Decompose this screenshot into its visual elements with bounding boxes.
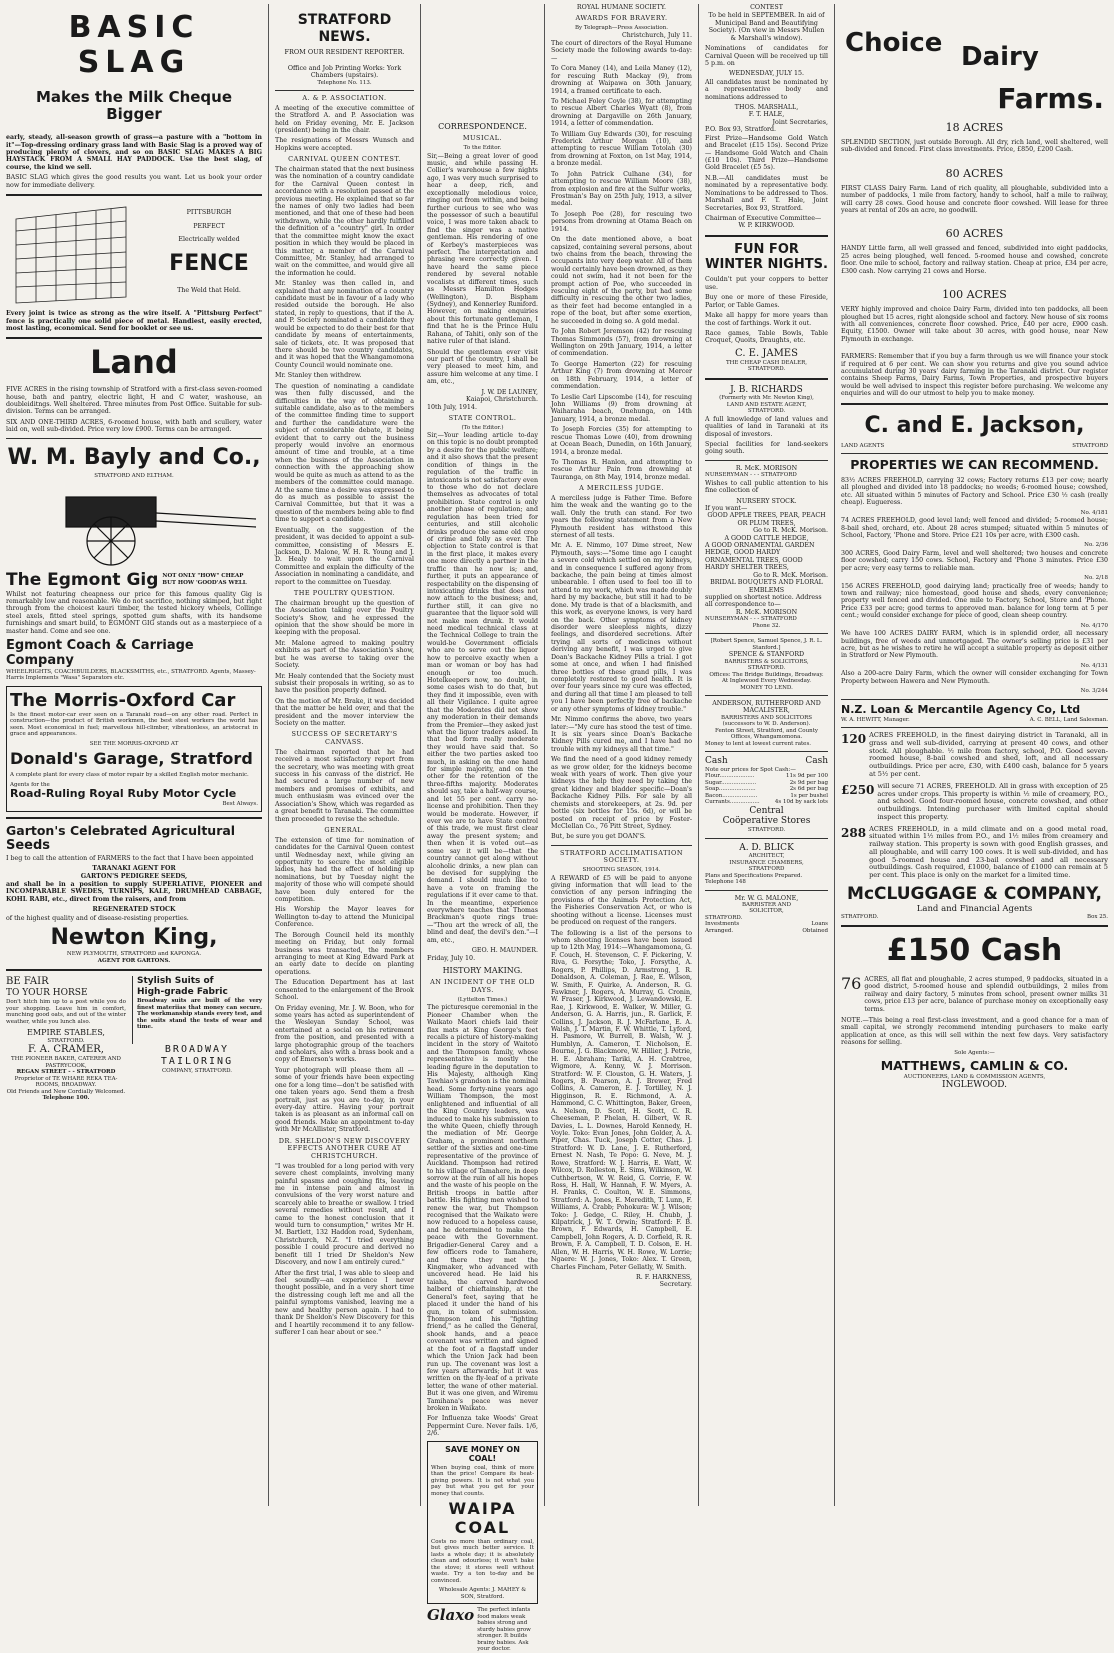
basic-slag-subtitle: Makes the Milk Cheque Bigger [35,87,233,124]
humane-p7: On the date mentioned above, a boat capsized, containing several persons, about two chains from the beach, throwing the occupants into very deep water. All of them would certainly have been drowned, as they could not swim, had it not been for the prompt action of Poe, who succeeded in rescuing eight of the party, but had some difficulty in rescuing the other two ladies, as their feet had become entangled in a rope of the boat, but after some exertion, he succeeded in doing so. A gold medal. [551,236,693,325]
column-1 [0,0,268,1510]
malone-name: Mr. W. G. MALONE, [734,894,799,902]
musical-to: To the Editor. [463,145,502,152]
history-heading: HISTORY MAKING. [442,966,523,976]
malone-l2: SOLICITOR, [749,908,784,915]
morison-hedge: A GOOD CATTLE HEDGE, [724,534,809,542]
cash-item-name: Currants................. [705,799,760,806]
waipa-coal-ad [427,1441,538,1604]
james-p4: Race games, Table Bowls, Table Croquet, Quoits, Draughts, etc. [705,330,828,345]
mcc-listing-text: will secure 71 ACRES, FREEHOLD. All in grass with exception of 25 acres under crops. This property is within ½ mile of creamery, P.O., and school. Good four-roomed house, concrete cowshed, and other outbuildings. Intending purchaser with limited capital should inspect this property. [877,781,1108,821]
gig-title: The Egmont Gig [6,569,159,590]
gig-slogan1: NOT ONLY "HOW" CHEAP [162,573,244,580]
dairy-h80: 80 ACRES [945,166,1004,180]
waipa-agent: Wholesale Agents: J. MAHEY & SON, Stratford. [438,1587,527,1600]
james-p3: Make all happy for more years than the cost of farthings. Work it out. [705,312,828,327]
richards-body: A full knowledge of land values and qualities of land in Taranaki at its disposal of investors. [705,415,828,438]
judge-p2: Mr. A. E. Nimmo, 107 Dime street, New Plymouth, says:—"Some time ago I caught a severe cold which settled on my kidneys, and in consequence I suffered agony from backache, the pain being at times almost unbearable. I often used to feel too ill to attend to my work, which was made doubly hard by my backache, but still it had to be done. My trade is that of a blacksmith, and this work, as everyone knows, is very hard on the back. Other symptoms of kidney disorder were sleepless nights, dizzy feelings, and disordered secretions. After trying all sorts of medicines without deriving any benefit, I was urged to give Doan's Backache Kidney Pills a trial. I got some at once, and when I had finished three bottles of these grand pills, I was completely restored to good health. It is over four years since my cure was effected, and during all that time I am pleased to tell you I have been perfectly free of backache or any other symptoms of kidney trouble." [551,542,692,713]
morison-trade2: NURSERYMAN - - - STRATFORD [705,616,797,623]
dairy-p80: FIRST CLASS Dairy Farm. Land of rich quality, all ploughable, subdivided into a number of paddocks, 1 mile from factory, handy to school, half a mile to railway, will carry 28 cows. Good house and concrete floor cowshed. Will lease for three years at rental of 20s an acre, no goodwill. [841,184,1108,215]
morris-title: The Morris-Oxford Car [10,689,236,711]
dairy-h60: 60 ACRES [945,227,1004,241]
empire-stables: EMPIRE STABLES, [27,1028,105,1038]
spence-sub: BARRISTERS & SOLICITORS, [724,658,809,665]
sheldon-p2: After the first trial, I was able to sleep and feel soundly—an experience I never thought possible, and in a very short time the distressing cough left me and all the painful symptoms vanished, leaving me a new and healthy person again. I had to thank Dr Sheldon's New Discovery for this and I heartily recommend it to any fellow-sufferer I can hear about or see." [275,1269,414,1336]
cash-item-price: 11s 9d per 100 [786,773,828,780]
humane-p10: To Leslie Carl Lipscombe (14), for rescuing John Williams (9) from drowning at Waiharaha beach, Onehunga, on 14th January, 1914, a bronze medal. [551,393,692,423]
tailoring-body: Broadway suits are built of the very finest materiias that money can secure. The workmanship stands every test, and the suits stand the tests of wear and time. [137,998,262,1031]
matthews-sub: AUCTIONEERS, LAND & COMMISSION AGENTS, [903,1073,1046,1080]
property-item: 74 ACRES FREEHOLD, good level land; well fenced and divided; 5-roomed house; 8-bail shed, orchard, etc. About 28 acres stumped; situated within 5 minutes of School, Factory, 'Phone and Store. Price £21 10s per acre, with £300 cash. [841,517,1108,539]
cash150-title: £150 Cash [886,933,1063,969]
dairy-farmers: FARMERS: Remember that if you buy a farm through us we will finance your stock if required at 6 per cent. We can show you returns and give you sound advice accumulated during 30 years' dairy farming in the Taranaki district. Our register contains Sheep Farms, Dairy Farms, Town Properties, and prospective buyers would be well advised to inspect this register before purchasing. We welcome any enquiries and will do our utmost to help you to make money. [841,353,1108,398]
contest-title: CONTEST [750,4,783,11]
sheldon-p1: "I was troubled for a long period with very severe chest complaints, involving many painful spasms and coughing fits, leaving me in intense pain and almost in convulsions of the very worst nature and scarcely able to breathe or swallow. I tried several remedies without result, and I came to the honest conclusion that it would turn to consumption," writes Mr H. M. Bartlett, 132 Haddon road, Sydenham, Christchurch, N.Z. "I tried everything possible I could procure and derived no benefit till I tried Dr Sheldon's New Discovery, and now I am entirely cured." [275,1162,414,1267]
canvass-heading: SUCCESS OF SECRETARY'S CANVASS. [291,730,398,747]
morison-p1: Wishes to call public attention to his fine collection of [705,479,828,495]
gartons-title: Garton's Celebrated Agricultural [6,822,236,838]
contest-p2: Nominations of candidates for Carnival Queen will be received up till 5 p.m. on [705,45,828,67]
column-6 [835,0,1114,1510]
mcc-listing-number: £250 [841,782,875,797]
waipa-body: Costs no more than ordinary coal, but gives much better service. It lasts a whole day; it is absolutely clean and odourless; it won't bake the stove; it stores well without waste. Try a ton to-day and be convinced. [431,1538,534,1584]
mcc-town: STRATFORD. [841,913,879,920]
morison-nursery: NURSERY STOCK. [736,497,797,505]
morison-goto2: Go to R. McK. Morison. [753,571,828,579]
garage-body: A complete plant for every class of motor repair by a skilled English motor mechanic. [10,772,249,779]
gig-body: Whilst not featuring cheapness our price for this famous quality Gig is remarkably low and reasonable. We do not sacrifice, nothing skimped, but right through from the choicest kauri timber, the tested hickory wheels, Collinge steel axels, fitted steel springs, spotted gum shafts, with its handsome furnishings and smart build, to EGMONT GIG stands out as a masterpiece of a master hand. Come and see one. [6,590,262,635]
general-p3: The Borough Council held its monthly meeting on Friday, but only formal business was transacted, the members arranging to meet at King Edward Park at an early date to decide on planting operations. [275,931,414,976]
jackson-r: STRATFORD [1072,442,1108,449]
james-town: STRATFORD. [747,366,786,373]
humane-p4: To William Guy Edwards (30), for rescuing Frederick Arthur Morgan (10), and attempting to rescue William Totolah (30) from drowning at Foxton, on 1st May, 1914, a bronze medal. [551,130,692,168]
spence-money: MONEY TO LEND. [740,684,793,691]
aandp-heading: A. & P. ASSOCIATION. [302,94,387,103]
morison-trade: NURSERYMAN - - - STRATFORD [705,472,797,479]
fence-illustration [6,201,156,309]
fence-line2: PERFECT [193,222,225,230]
anderson-addr: Fenton Street, Stratford, and County Offices, Whangamomona. [714,727,819,741]
column-4 [545,0,698,1510]
morison-want: If you want— [705,504,748,512]
mcc-title: McCLUGGAGE & COMPANY, [847,883,1102,904]
spence-town: STRATFORD. [747,665,786,672]
carnival-p5: Eventually, on the suggestion of the president, it was decided to appoint a sub-committee, consisting of Messrs E. Jackson, D. Malone, W. H. R. Young and J. D. Healy to wait upon the Carnival Committee and explain the difficulty of the Association in nominating a candidate, and report to the committee on Tuesday. [275,526,414,586]
garage-title: Donald's Garage, Stratford [10,749,253,769]
dairy-t1: Choice [845,28,943,58]
anderson-money: Money to lent at lowest current rates. [705,740,812,747]
judge-p1: A merciless judge is Father Time. Before him the weak and the wanting go to the wall. Only the truth can stand. For two years the following statement from a New Plymouth resident has withstood this sternest of all tests. [551,494,692,539]
cash-item-name: Soap..................... [705,786,756,793]
morison-bridal2: supplied on shortest notice. Address all correspondence to— [705,594,822,609]
cramer-l2: REGAN STREET - - STRATFORD [16,1069,116,1076]
props-title: PROPERTIES WE CAN RECOMMEND. [850,457,1099,473]
general-p4: The Education Department has at last consented to the enlargement of the Brook School. [275,979,414,1002]
nzloan-title: N.Z. Loan & Mercantile Agency Co, Ltd [841,702,1081,716]
malone-loans2: Obtained [802,927,828,934]
poultry-p3: Mr. Healy contended that the Society must subsist their proposals in writing, so as to have the position properly defined. [275,672,414,695]
morison-trees: GOOD APPLE TREES, PEAR, PEACH OR PLUM TREES, [707,512,826,527]
james-p1: Couldn't put your coppers to better use. [705,276,828,291]
horse-town: STRATFORD. [47,1037,85,1044]
humane-p2: To Cora Maney (14), and Leila Maney (12), for rescuing Ruth Mackay (9), from drowning at Waipawa on 30th January, 1914, a framed certificate to each. [551,65,692,95]
humane-tel: By Telegraph—Press Association. [575,25,668,32]
newton-king: Newton King, [50,925,218,951]
james-sub: THE CHEAP CASH DEALER, [725,359,808,366]
glaxo-logo: Glaxo [427,1606,475,1625]
gartons-agent: TARANAKI AGENT FOR [92,865,176,873]
land-title: Land [90,343,178,382]
broadway-co: COMPANY, STRATFORD. [161,1067,233,1074]
james-name: C. E. JAMES [735,347,798,359]
property-item: 156 ACRES FREEHOLD, good dairying land; practically free of weeds; handy to town and railway; nice homestead, good house and sheds, every convenience; property well fenced and divided. One mile to Factory, School, Store and 'Phone. Price £33 per acre; good terms to approved man. balance for long term at 5 per cent.; would consider exchange for piece of good, clean sheep country. [841,582,1108,620]
accl-heading: STRATFORD ACCLIMATISATION SOCIETY. [560,848,683,865]
general-p6: Your photograph will please them all —some of your friends have been expecting one for a long time—don't be satisfied with one taken years ago. Send them a fresh portrait, just as you are to-day, in your every-day attire. Having your portrait taken is as pleasant as an informal call on good friends. Make an appointment to-day with Mr McAllister, Stratford. [275,1066,414,1134]
property-ref: No. 2/36 [1084,542,1108,549]
property-ref: No. 4/181 [1080,509,1108,516]
state-heading: STATE CONTROL. [448,413,517,422]
blick-l1: ARCHITECT, [748,853,785,860]
general-p5: On Friday evening, Mr. J. W. Boon, who for some years has acted as superintendent of the Wesleyan Sunday School, was entertained at a social on his retirement from the position, and presented with a large photographic group of the teachers and scholars, also with a brass book and a copy of Emerson's works. [275,1004,414,1064]
cash-item-price: 4s 10d by sack lots [774,799,828,806]
poultry-heading: THE POULTRY QUESTION. [293,589,396,598]
malone-l1: BARRISTER AND [741,902,791,908]
spence-head: [Robert Spence, Samuel Spence, J. R. L. Stanford.] [710,638,823,651]
column-3 [421,0,544,1653]
spence-name: SPENCE & STANFORD [728,651,805,659]
morris-see: SEE THE MORRIS-OXFORD AT [89,740,179,747]
aandp-p2: The resignations of Messrs Wunsch and Hopkins were accepted. [275,137,414,152]
poultry-p1: The chairman brought up the question of the Association taking over the Poultry Society's Show, and he expressed the opinion that the show should be more in keeping with the proposal. [275,599,414,637]
humane-p3: To Michael Foley Coyle (38), for attempting to rescue Albert Charles Wyatt (8), from drowning at Dargaville on 26th January, 1914, a letter of commendation. [551,97,692,128]
humane-p11: To Joseph Forcies (35) for attempting to rescue Thomas Lowe (40), from drowning at Ocean Beach, Dunedin, on 16th January, 1914, a bronze medal. [551,426,692,456]
state-to: (To the Editor.) [461,424,504,431]
accl-sig2: Secretary. [659,1281,692,1289]
contest-sec3: Joint Secretaries, [772,118,828,126]
cash150-note: NOTE.—This being a real first-class investment, and a good chance for a man of small capital, we strongly recommend intending purchasers to make early application at once, as this will sell within the next few days. Very satisfactory reasons for selling. [841,1016,1108,1047]
richards-town: STRATFORD. [747,408,786,415]
humane-date: Christchurch, July 11. [621,31,692,39]
morris-body: Is the finest motor-car ever seen on a Taranaki road—on any other road. Perfect in construction—the product of British workmen, the best steel workers the world has seen. Most economical in fuel; marvellous hill-climber, vibrationless, an aristocrat in grace and appearances. [10,711,258,738]
mccluggage-list [841,732,1108,880]
cash-right: Cash [805,756,828,767]
cramer-name: F. A. CRAMER, [28,1044,104,1056]
morris-agents: Agents for the [10,781,50,788]
morison-name: R. McK. MORISON [735,464,798,472]
coal-body: When buying coal, think of more than the price! Compare its heat-giving powers. It is not what you pay but what you get for your money that counts. [431,1464,534,1497]
fence-ad [6,201,262,309]
anderson-succ: (successors to W. D. Anderson). [722,721,811,728]
mcc-listing-number: 120 [841,732,867,747]
cash-intro: Note our prices for Spot Cash:— [705,766,796,773]
broadway-name2: TAILORING [160,1056,234,1068]
column-5 [699,0,834,1510]
horse-title1: BE FAIR [6,976,49,988]
cash-item-price: 1s per bushel [790,792,828,799]
property-ref: No. 4/131 [1080,662,1108,669]
basic-slag-para1: early, steady, all-season growth of grass—a pasture with a "bottom in it"—Top-dressing ordinary grass land with Basic Slag is a proved way of producing plenty of clovers, and so on BASIC SLAG MAKES A BIG HAYSTACK FROM A SMALL HAY PADDOCK. Use the best slag, of course, the kind we sell. [6,134,262,171]
malone-inv: Investments [705,921,740,928]
poultry-p4: On the motion of Mr. Brake, it was decided that the matter be held over, and that the president and the mover interview the Society on the matter. [275,697,414,728]
morris-box [6,686,262,812]
gartons-p2: and shall be in a position to supply SUPERLATIVE, PIONEER and INCOMPARABLE SWEDES, TURNIPS, KALE, DRUMHEAD CABBAGE, KOHL RABI, etc., direct from the raisers, and from [6,881,262,903]
news-office: Office and Job Printing Works: York Chambers (upstairs). [287,64,402,80]
morison-name2: R. McK. MORISON [735,608,798,616]
column-2 [269,0,420,1510]
fence-line1: PITTSBURGH [186,209,232,217]
fence-line3: Electrically welded [178,235,240,243]
musical-date: 10th July, 1914. [427,403,477,411]
fence-tagline: The Weld that Held. [177,287,241,295]
judge-p3: Mr. Nimmo confirms the above, two years later:—"My cure has stood the test of time. It is six years since Doan's Backache Kidney Pills cured me, and I have had no trouble with my kidneys all that time." [551,716,692,753]
accl-p1: A REWARD of £5 will be paid to anyone giving information that will lead to the conviction of any person infringing the provisions of the Animals Protection Act, the Fisheries Conservation Act, or who is shooting without a license. Licenses must be produced on request of the rangers. [551,874,692,927]
state-date: Friday, July 10. [427,954,476,962]
horse-title2: TO YOUR HORSE [6,987,88,998]
shooting-heading: SHOOTING SEASON, 1914. [582,867,661,874]
humane-p9: To George Hamerton (22) for rescuing Arthur King (7) from drowning at Mercer on 18th February, 1914, a letter of commendation. [551,360,692,391]
property-item: 83½ ACRES FREEHOLD, carrying 32 cows; Factory returns £13 per cow; nearly all ploughed and divided into 18 paddocks; no weeds; 6-roomed house; cowshed, etc. All situated within 5 minutes of Factory and School. Price £30 ½ cash (really cheap). Eugueress. [841,476,1108,507]
musical-sig: J. W. DE LAUNEY, [481,388,538,396]
james-p2: Buy one or more of these Fireside, Parlor, or Table Games. [705,294,828,309]
waipa-title: WAIPA COAL [448,1499,517,1537]
influenza: For Influenza take Woods' Great Peppermint Cure. Never fails. 1/6, 2/6. [427,1415,538,1438]
jackson-title: C. and E. Jackson, [864,412,1085,438]
central-store: Central [749,805,784,816]
mcc-listing [841,783,1108,822]
cash-item-name: Flour.................... [705,773,755,780]
humane-p1: The court of directors of the Royal Humane Society made the following awards to-day:— [551,39,692,62]
news-tel: Telephone No. 113. [317,79,372,86]
dairy-t2: Dairy [961,42,1039,72]
carnival-p1: The chairman stated that the next business was the nomination of a country candidate for the Carnival Queen contest in accordance with a resolution passed at the previous meeting. He explained that so far the names of only two ladies had been mentioned, and that one of these had been withdrawn, while the other hardly fulfilled the definition of a "country" girl. In order that the committee might know the exact position in which they would be placed in this matter, a member of the Carnival Committee, Mr. Stanley, had arranged to wait on the committee, and would give all the information he could. [275,165,414,277]
matthews-town: INGLEWOOD. [942,1080,1007,1091]
morison-hedge2: A GOOD ORNAMENTAL GARDEN HEDGE, GOOD HARDY ORNAMENTAL TREES, GOOD HARDY SHELTER TREES, [705,542,815,572]
incident-src: (Lyttelton Times.) [457,996,508,1003]
mcc-listing-text: ACRES FREEHOLD, in a mild climate and on a good metal road, situated within 1½ miles from P.O., and 1½ miles from creamery and railway station. This property is sown with good English grasses, and all ploughable, and will carry 100 cows. It is well sub-divided, and has good 5-roomed house and 23-bail cowshed and all necessary outbuildings. Cash required, £1000, balance of £1000 can remain at 5 per cent. This place is only on the market for a limited time. [869,824,1108,880]
canvass-p: The chairman reported that he had received a most satisfactory report from the secretary, who was meeting with great success in his canvass of the district. He had secured a large number of new members and promises of exhibits, and much enthusiasm was evinced over the Association's Show, which was regarded as a great benefit to Taranaki. The committee then proceeded to revise the schedule. [275,748,414,823]
tailoring-t1: Stylish Suits of [137,976,214,987]
musical-loc: Kaiapoi, Christchurch. [466,396,538,404]
malone-loans: Loans [811,921,828,928]
general-heading: GENERAL. [324,826,365,834]
cash-left: Cash [705,756,728,767]
incident-p: The picturesque ceremonial in the Pioneer Chamber when the Waikato Maori chiefs laid their flax mats at King George's feet recalls a picture of history-making incident in the story of Waitoto and the Thompson family, whose representative is mostly the leading figure in the deputation to His Majesty, although King Tawhiao's grandson is the nominal head. Some forty-nine years ago William Thompson, the most enlightened and influential of all the King Country leaders, was induced to make his submission to the white Queen, chiefly through the mediation of Mr. George Graham, a prominent northern settler of the sixties and one-time representative of the province of Auckland. Thompson had retired to his village of Tamahere, in deep sorrow at the ruin of all his hopes and the waste of his people on the British troops in battle after battle. His fighting men wished to renew the war, but Thompson recognised that the Waikato were now reduced to a hopeless cause, and he determined to make the peace with the Government. Brigadier-General Carey and a few officers rode to Tamahere, and there they met the Kingmaker, who advanced with uncovered head. He laid his taiaha, the carved hardwood halberd of chieftainship, at the General's feet, saying that he placed it under the hand of his gun, in token of submission. Thompson and his "fighting friend," as he called the General, shook hands, and a peace covenant was written and signed at the foot of a flagstaff under which the Union Jack had been run up. The covenant was lost a few years afterwards; but it was written on the fly-leaf of a private letter, the wane of other material. But it was one given, and Wiremu Tamihana's peace was never broken in Waikato. [427,1004,538,1413]
morison-phone: Phone 32. [752,622,781,629]
cash-item-name: Bacon.................... [705,792,758,799]
gartons-regen: REGENERATED STOCK [92,906,176,914]
blick-tel: Telephone 148 [705,879,746,886]
accl-p2: The following is a list of the persons to whom shooting licenses have been issued up to 12th May, 1914:—Whangamomona, G. F. Couch, H. Stevenson, C. F. Pickering, V. Riva, G. Forsythe; Toko, J. Forsythe, A. Rogers, P. Phillips, D. Armstrong, J. R. Donaldson, A. Coleman, J. Rae, E. Wilson, W. Smith, F. Quirke, A. Anderson, R. G. Fawkner, J. Rogers, A. Murray, G. Cronin, W. Fraser, J. Kirkwood, J. Lewandowski, E. Rae, J. Kirkwood, E. Walker, W. Miller, G. Anderson, G. A. Harris, jun., R. Garlick, F. Collins, J. Jackson, R. J. McFarlane, E. A. Walsh, J. T. Martin, F. W. Whittle, T. Lyford, H. Pasmore, W. Burrell, B. Walsh, W. J. Humblyn, A. Cameron, T. Nicholson, E. Bourne, J. G. Blackmore, W. Hillier, J. Petrie, H. E. Abraham; Tariki, A. H. Crabtree, Wigmore, A. Kenny, W. J. Morrison. Stratford: W. F. Clouston, G. H. Waters, J. Rogers, B. Pearson, A. J. Brewer, Fred Collins, A. Cameron, E. J. Tortilley, N. J. Higginson, R. E. Richmond, A. A. Hammond, C. C. Whittington, Baker, Green, A. Nelson, D. Scott, H. Scott, C. R. Cheeseman, P. Phelan, H. Gilbert, W. R. Davies, L. L. Downes, Harold Kennedy, H. Voyle. Toko: Evan Jones, John Golder, A. A. Piper, Chas. Tuck, Joseph Cotter, Chas. J. Stratford: W. D. Lane, J. E. Rutherford, Ernest N. Nash, Te Popo: G. Neve, M. J. Rowe, Stratford: W. J. Harris, E. Watt, W. Wilcox, D. Rolleston, E. Sims, Wilkinson, W. Cuthbertson, W. W. Reid, G. Corrie, F. W. Ross, H. Hall, W. Hannah, F. W. Myers, A. H. Franks, C. Coulton, W. E. Simmons, Stratford: A. Jones, E. Meredith, T. Lunn, F. Williams, A. Crabb; Pohokura: W. J. Wilson; Toko: J. Gedge, C. Riley, H. Chubb, J. Kilpatrick, J. W. T. Orwin; Stratford: F. B. Brown, F. Edwards, H. Campbell, E. Campbell, John Rogers, A. D. Corfield, R. R. Brown, F. A. Campbell, T. D. Colson, E. H. Allen, W. H. Harris, W. H. Rowe, W. Lorrie; Ngaere: W. J. Jones, Toko: Alex. T. Green, Charles Fincham, Peter Gellatly, W. Smith. [551,929,692,1271]
cash-town: STRATFORD. [747,827,786,834]
humane-p5: To John Patrick Culhane (34), for attempting to rescue William Moore (38), from explosion and fire at the Sulfur works, Frostman's Bay on 25th July, 1913, a silver medal. [551,170,692,208]
contest-p4: All candidates must be nominated by a representative body and nominations addressed to [705,78,828,101]
incident-heading: AN INCIDENT OF THE OLD DAYS. [430,978,535,995]
central-store2: Coöperative Stores [722,816,811,827]
cramer-tel: Telephone 100. [42,1095,90,1102]
news-sub: FROM OUR RESIDENT REPORTER. [284,48,405,57]
basic-slag-title: BASIC SLAG [68,10,200,81]
richards-sub: (Formerly with Mr. Newton King), [719,395,814,402]
poultry-p2: Mr. Malone agreed to making poultry exhibits as part of the Association's show, but he was averse to taking over the Society. [275,639,414,670]
tailoring-t2: High-grade Fabric [137,986,228,997]
dairy-p60: HANDY Little farm, all well grassed and fenced, subdivided into eight paddocks, 25 acres being ploughed, well fenced. 5-roomed house and cowshed, concrete floor. One mile to school, factory and railway station. Cheap at price, £34 per acre, £300 cash. Now carrying 21 cows and Horse. [841,245,1108,275]
contest-p1: To be held in SEPTEMBER. In aid of Municipal Band and Beautifying Society). (On view in Messrs Mullen & Marshall's window). [708,12,825,42]
newton-towns: NEW PLYMOUTH, STRATFORD and KAPONGA. [66,951,202,958]
blick-name: A. D. BLICK [739,842,794,853]
contest-nb: N.B.—All candidates must be nominated by a representative body. Nominations to be addressed to Thos. Marshall and F. T. Hale, Joint Secretaries, Box 93, Stratford. [705,174,828,212]
cash150-body: ACRES, all flat and ploughable, 2 acres stumped, 9 paddocks, situated in a good district, 5-roomed house and splendid outbuildings, 2 miles from railway and dairy factory, 5 minutes from school, present owner milks 31 cows, price £13 per acre, balance of purchase money on exceptionally easy terms. [864,975,1108,1013]
cramer-l4: Old Friends and New Cordially Welcomed. [6,1088,126,1095]
accl-sig: R. F. HARKNESS, [635,1273,692,1281]
humane-p6: To Joseph Poe (28), for rescuing two persons from drowning at Otama Beach on 1914. [551,210,692,233]
musical-p2: Should the gentleman ever visit our part of the country, I shall be very pleased to meet him, and assure him welcome at any time. I am, etc., [427,348,538,386]
gig-illustration [6,483,262,567]
horse-body: Don't hitch him up to a post while you do your shopping. Leave him in comfort, munching good oats, and out of the winter weather, while you lunch also. [6,999,126,1025]
newton-agent: AGENT FOR GARTONS. [97,957,171,964]
fence-title: FENCE [169,251,249,277]
bayly-sub: STRATFORD AND ELTHAM. [94,472,174,479]
cash-item-price: 2s 6d per bag [789,786,828,793]
blick-l2: INSURANCE CHAMBERS, [729,859,804,866]
contest-chair: Chairman of Executive Committee— [705,214,822,222]
humane-title: ROYAL HUMANE SOCIETY. [576,4,667,11]
morison-bridal: BRIDAL BOUQUETS AND FLORAL EMBLEMS [710,579,823,594]
property-ref: No. 4/170 [1080,622,1108,629]
motor-cycle: Road-Ruling Royal Ruby Motor Cycle [10,787,237,801]
contest-sec1: THOS. MARSHALL, [734,104,799,112]
mcc-box: Box 25. [1087,913,1108,920]
bayly-title: W. M. Bayly and Co., [7,444,261,470]
judge-heading: A MERCILESS JUDGE. [579,484,664,493]
dairy-t3: Farms. [997,82,1104,115]
gartons-title2: Seeds [6,838,51,854]
blick-l4: Plans and Specifications Prepared. [705,872,803,879]
dairy-p100: VERY highly improved and choice Dairy Farm, divided into ten paddocks, all been ploughed but 15 acres, right alongside school and factory. New house of six rooms with all conveniences, concrete floor cowshed. Price, £40 per acre, £900 cash. Equity, £1500. Owner will take about 30 acres, with good house, near New Plymouth in exchange. [841,306,1108,343]
egmont-coach-sub: WHEELRIGHTS, COACHBUILDERS, BLACKSMITHS, etc., STRATFORD. Agents, Massey-Harris Implements "Wasa" Separators etc. [6,668,256,682]
news-title: STRATFORD NEWS. [297,12,392,45]
cash-item-price: 2s 9d per bag [789,779,828,786]
anderson-name: ANDERSON, RUTHERFORD AND MACALISTER, [712,700,821,715]
basic-slag-para2: BASIC SLAG which gives the good results you want. Let us book your order now for immediate delivery. [6,174,262,189]
carnival-p2: Mr. Stanley was then called in, and explained that any nomination of a country candidate must be in favour of a lady who resided outside the borough. He also stated, in reply to questions, that if the A. and P. Society nominated a candidate they would be expected to do their best for that candidate by means of entertainments, sale of tickets, etc. It was proposed that there should be two country candidates, and it was hoped that the Whangamomona County Council would nominate one. [275,280,414,369]
morison-goto: Go to R. McK. Morison. [753,527,828,535]
spence-offices: Offices: The Bridge Buildings, Broadway. [709,671,824,678]
cash150-agents: Sole Agents:— [954,1049,995,1056]
humane-awards: AWARDS FOR BRAVERY. [575,14,668,23]
dairy-h18: 18 ACRES [945,121,1004,134]
contest-po: P.O. Box 93, Stratford. [705,126,777,134]
gartons-p1: I beg to call the attention of FARMERS to the fact that I have been appointed [6,854,254,862]
land-p2: SIX AND ONE-THIRD ACRES, 6-roomed house, with bath and scullery, water laid on, well sub-divided. Price very low £900. Terms can be arranged. [6,418,262,434]
cramer-l1: THE PIONEER BAKER, CATERER AND PASTRYCOOK, [11,1056,121,1069]
cash150-num: 76 [841,973,862,993]
contest-prizes: First Prize—Handsome Gold Watch and Bracelet (£15 15s). Second Prize — Handsome Gold Watch and Chain (£10 10s). Third Prize—Handsome Gold Bracelet (£5 5s). [705,134,828,172]
cash-item-name: Sugar.................... [705,779,757,786]
matthews-title: MATTHEWS, CAMLIN & CO. [880,1058,1069,1074]
richards-sub2: LAND AND ESTATE AGENT, [726,401,807,408]
cash-price-list [705,773,828,805]
contest-chair2: W. P. KIRKWOOD. [738,222,795,230]
musical-heading: MUSICAL. [462,134,503,143]
property-item: We have 100 ACRES DAIRY FARM, which is in splendid order, all necessary buildings, free of weeds and unmortgaged. The owner's selling price is £31 per acre, but as he wishes to retire he will accept a suitable property as deposit either in Stratford or New Plymouth. [841,630,1108,660]
james-title: FUN FOR WINTER NIGHTS. [705,241,828,273]
cramer-l3: Proprietor of TE WHARE REKA TEA-ROOMS, BROADWAY. [14,1075,118,1089]
contest-p3: WEDNESDAY, JULY 15. [728,70,804,78]
fence-body: Every joint is twice as strong as the wire itself. A "Pittsburg Perfect" fence is practically one solid piece of metal. Handiest, easily erected, most lasting, economical. Send for booklet or see us. [6,310,262,332]
broadway-name: BROADWAY [164,1044,230,1056]
general-p2: His Worship the Mayor leaves for Wellington to-day to attend the Municipal Conference. [275,906,414,929]
egmont-coach-title: Egmont Coach & Carriage Company [6,638,194,669]
gartons-agent2: GARTON'S PEDIGREE SEEDS, [80,872,188,880]
gig-slogan2: BUT HOW 'GOOD'AS WELL [162,579,247,586]
malone-inv2: Arranged. [705,927,734,934]
property-ref: No. 3/244 [1080,688,1108,695]
property-ref: No. 2/18 [1084,575,1108,582]
judge-p4: We find the need of a good kidney remedy as we grow older, for the kidneys become weak with years of work. Then give your kidneys the help they need by taking the great kidney and bladder specific—Doan's Backache Kidney Pills. For sale by all chemists and storekeepers, at 2s. 9d. per bottle (six bottles for 15s. 6d), or will be posted on receipt of price by Foster-McClellan Co., 76 Pitt Street, Sydney. [551,756,692,830]
glaxo-body: The perfect infants food makes weak babies strong and sturdy babies grow stronger. It builds brainy babies. Ask your doctor. [477,1607,531,1653]
mcc-listing-number: 288 [841,825,867,840]
nzloan-r: A. C. BELL, Land Salesman. [1029,716,1108,723]
nzloan-l: W. A. HEWITT, Manager. [841,716,910,723]
musical-p1: Sir,—Being a great lover of good music, and while passing H. Collier's warehouse a few nights ago, I was very much surprised to hear a deep, rich, and exceptionally melodious voice, ringing out from within, and being further curious to see who was the possessor of such a beautiful voice, I was more taken aback to find the singer was a native gentleman. His rendering of one of Kerbey's masterpieces was perfect. The interpretation and phrasing were correctly given. I have heard the same piece rendered by several notable vocalists at different times, such as Messrs Hamilton Hodges (Wellington), D. Bispham (Sydney), and Kennerley Rumford. However, on making enquiries about this fortunate gentleman, I find that he is the Prince Hulu Rahana, of Tahiti, only son of the native ruler of that island. [427,152,538,346]
mcc-listing [841,826,1108,880]
carnival-p4: The question of nominating a candidate was then fully discussed, and the difficulties in the way of obtaining a suitable candidate, also as to the members of the committee finding time to support and further the candidature were the subject of considerable debate, it being evident that to carry out the business properly would involve an enormous amount of time and trouble, at a time when the business of the Association in connection with the approaching show would be quite as much as attend to as the members of the committee could manage. At the same time a desire was expressed to do as much as possible to assist the Carnival Committee, but that it was a question of the members being able to find time to support a candidate. [275,382,414,524]
state-sig: GEO. H. MAUNDER. [471,947,538,955]
anderson-sub: BARRISTERS AND SOLICITORS [720,714,813,721]
corr-title: CORRESPONDENCE. [438,122,527,131]
judge-p5: But, be sure you get DOAN'S. [551,833,646,841]
blick-l3: STRATFORD [748,866,785,873]
land-p1: FIVE ACRES in the rising township of Stratford with a first-class seven-roomed house, bath and pantry, electric light, H and C water, washouse, an doubleiditngs. Well sheltered. Three minutes from Post Office. Suitable for sub-division. Terms can be arranged. [6,386,262,416]
mcc-listing [841,732,1108,779]
property-item: Also a 200-acre Dairy Farm, which the owner will consider exchanging for Town Property between Hawera and New Plymouth. [841,670,1108,685]
malone-town: STRATFORD. [705,914,743,921]
contest-sec2: F. T. HALE, [748,111,785,119]
mcc-listing-text: ACRES FREEHOLD, in the finest dairying district in Taranaki, all in grass and well sub-divided, carrying at present 40 cows, and other stock. All ploughable. ½ mile from factory, school, P.O. Good seven-roomed house, 8-bail cowshed and shed, loft, and all necessary outbuildings. Price per acre, £30, with £400 cash, balance for 5 years at 5½ per cent. [869,731,1108,778]
morris-best: Best Always. [222,801,258,808]
dairy-h100: 100 ACRES [942,288,1007,302]
richards-name: J. B. RICHARDS [730,384,803,395]
humane-p8: To John Robert Jeremson (42) for rescuing Thomas Simmonds (57), from drowning at Wellington on 29th January, 1914, a letter of commendation. [551,328,692,358]
dairy-p18: SPLENDID SECTION, just outside Borough. All dry, rich land, well sheltered, well sub-divided and fenced. First class investments. Price, £850, £200 Cash. [841,138,1108,154]
richards-special: Special facilities for land-seekers going south. [705,440,828,456]
general-p1: The extension of time for nomination of candidates for the Carnival Queen contest until Wednesday next, while giving an opportunity to secure the most eligible ladies, has had the effect of holding up nominations, but by Tuesday night the majority of those who will compete should have been duly entered for the competition. [275,836,414,904]
jackson-l: LAND AGENTS [841,442,885,449]
mcc-sub: Land and Financial Agents [916,903,1033,914]
property-item: 300 ACRES, Good Dairy Farm, level and well sheltered; two houses and concrete floor cowshed; carry 150 cows. School, Factory and 'Phone 3 minutes. Price £30 per acre; very easy terms to reliable man. [841,549,1108,572]
gartons-p3: of the highest quality and of disease-resisting properties. [6,914,189,922]
coal-title: SAVE MONEY ON COAL! [445,1444,520,1464]
spence-attend: At Inglewood Every Wednesday. [721,678,812,685]
sheldon-heading: DR. SHELDON'S NEW DISCOVERY EFFECTS ANOTHER CURE AT CHRISTCHURCH. [278,1136,411,1160]
carnival-heading: CARNIVAL QUEEN CONTEST. [288,155,401,164]
properties-list [841,477,1108,695]
humane-p12: To Thomas R. Hanlon, and attempting to rescue Arthur Pain from drowning at Tauranga, on 8th May, 1914, bronze medal. [551,458,692,481]
aandp-p1: A meeting of the executive committee of the Stratford A. and P. Association was held on Friday evening, Mr. E. Jackson (president) being in the chair. [275,104,414,134]
state-p: Sir,—Your leading article to-day on this topic is no doubt prompted by a desire for the public welfare; and it also shows that the present condition of things in the regulation of the traffic in intoxicants is not satisfactory even to those who do not declare themselves as advocates of total prohibition. State control is only another phase of regulation; and regulation has been tried for centuries, and still alcoholic drinks produce the same old crop of crime and folly as ever. The objection to State control is that in the first place, it makes every one more directly a partner in the traffic than he now is; and, further, it puts an appearance of respectability on the dispensing of intoxicating drinks that does not now attach to the business; and, further still, it can give no guarantee that the liquor sold will not make men drunk. It would need medical technical class at the Technical College to train the would-be Government officials who are to serve out the liquor how to perceive exactly when a man or woman or boy has had enough or too much. Hotelkeepers now, no doubt, in some cases wish to do that, but they find it impossible, even with all their Vigilance. I quite agree that the Moderates did not show any moderation in their demands from the Premier—they asked just what the liquor traders asked. In that bad form really moderate they would have said that. So either the two parties asked too much, in asking on the one hand for simple majority, and on the other for the retention of the three-fifths majority. Moderates should say, take a half-way course, and let 55 per cent. carry no-license and prohibition. Then they would be moderate. However, if ever we are to have State control of this trade, we must first clear away the present system; and then when it is voted out—as some say it will be—that the country cannot get along without alcoholic drinks, a new plan can be devised for supplying the demand. I should much like to have a vote on framing the regulations if it ever came to that. In the meantime, experience everywhere teaches that Thomas Brackman's quote rings true:—"Thou art the wreck of all, the blind and deaf, the devil's den."—I am, etc., [427,432,539,944]
carnival-p3: Mr. Stanley then withdrew. [275,372,362,380]
